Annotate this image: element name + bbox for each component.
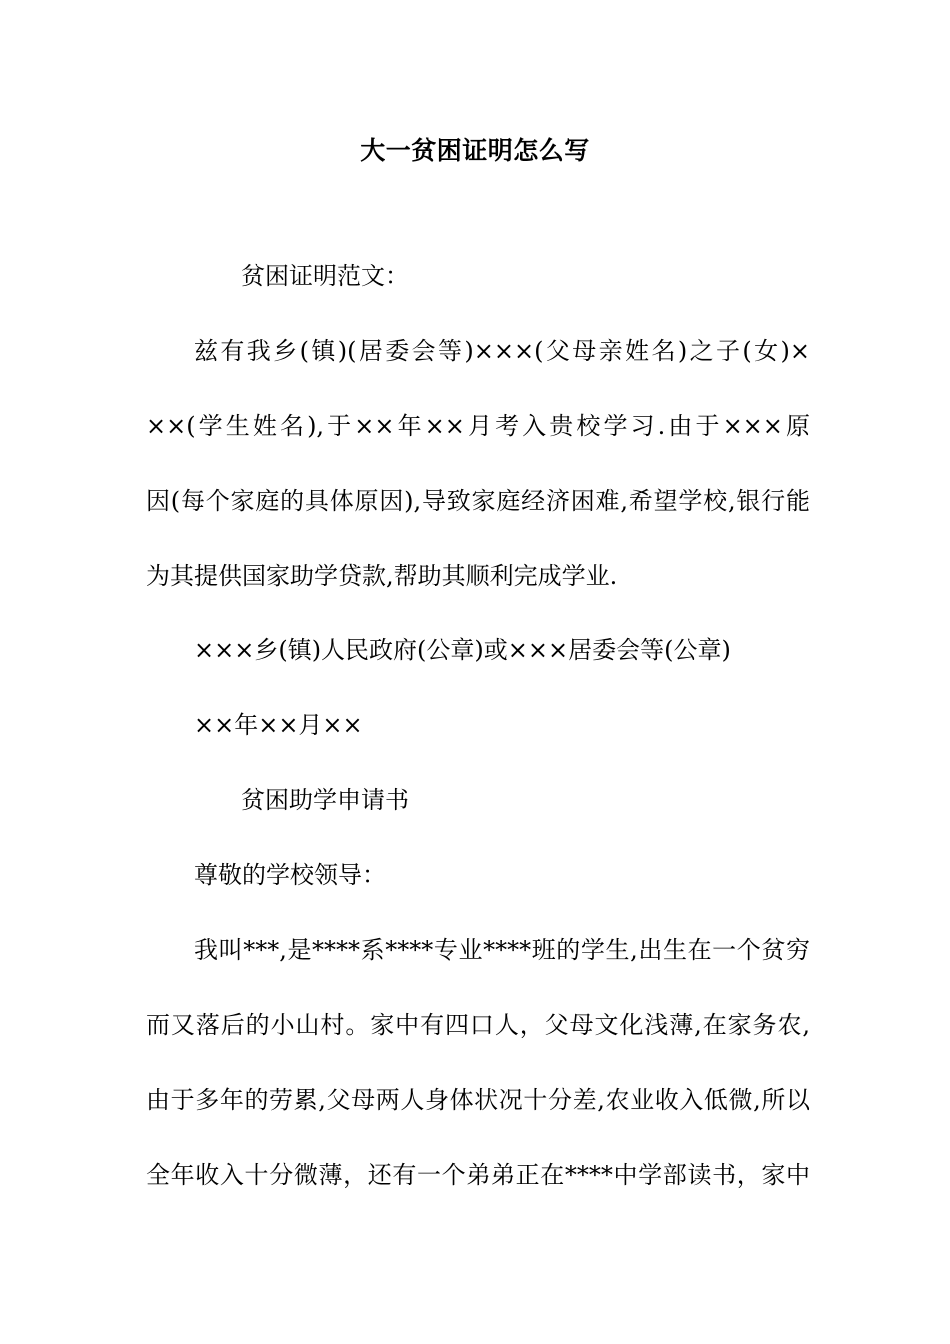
paragraph-line: 兹有我乡(镇)(居委会等)×××(父母亲姓名)之子(女)× bbox=[194, 337, 810, 365]
section-heading-certificate-sample: 贫困证明范文： bbox=[241, 262, 409, 290]
section-heading-application: 贫困助学申请书 bbox=[241, 786, 409, 814]
document-title: 大一贫困证明怎么写 bbox=[360, 136, 590, 165]
paragraph-line: 由于多年的劳累,父母两人身体状况十分差,农业收入低微,所以 bbox=[146, 1086, 810, 1114]
salutation: 尊敬的学校领导： bbox=[194, 861, 386, 889]
paragraph-line: 因(每个家庭的具体原因),导致家庭经济困难,希望学校,银行能 bbox=[146, 487, 810, 515]
seal-line: ×××乡(镇)人民政府(公章)或×××居委会等(公章) bbox=[194, 636, 731, 664]
paragraph-line: 我叫***,是****系****专业****班的学生,出生在一个贫穷 bbox=[194, 936, 810, 964]
date-line: ××年××月×× bbox=[194, 711, 363, 739]
paragraph-line: 全年收入十分微薄，还有一个弟弟正在****中学部读书，家中 bbox=[146, 1161, 810, 1189]
paragraph-line: 为其提供国家助学贷款,帮助其顺利完成学业. bbox=[146, 562, 618, 590]
paragraph-line: 而又落后的小山村。家中有四口人，父母文化浅薄,在家务农, bbox=[146, 1011, 810, 1039]
paragraph-line: ××(学生姓名),于××年××月考入贵校学习.由于×××原 bbox=[146, 412, 810, 440]
